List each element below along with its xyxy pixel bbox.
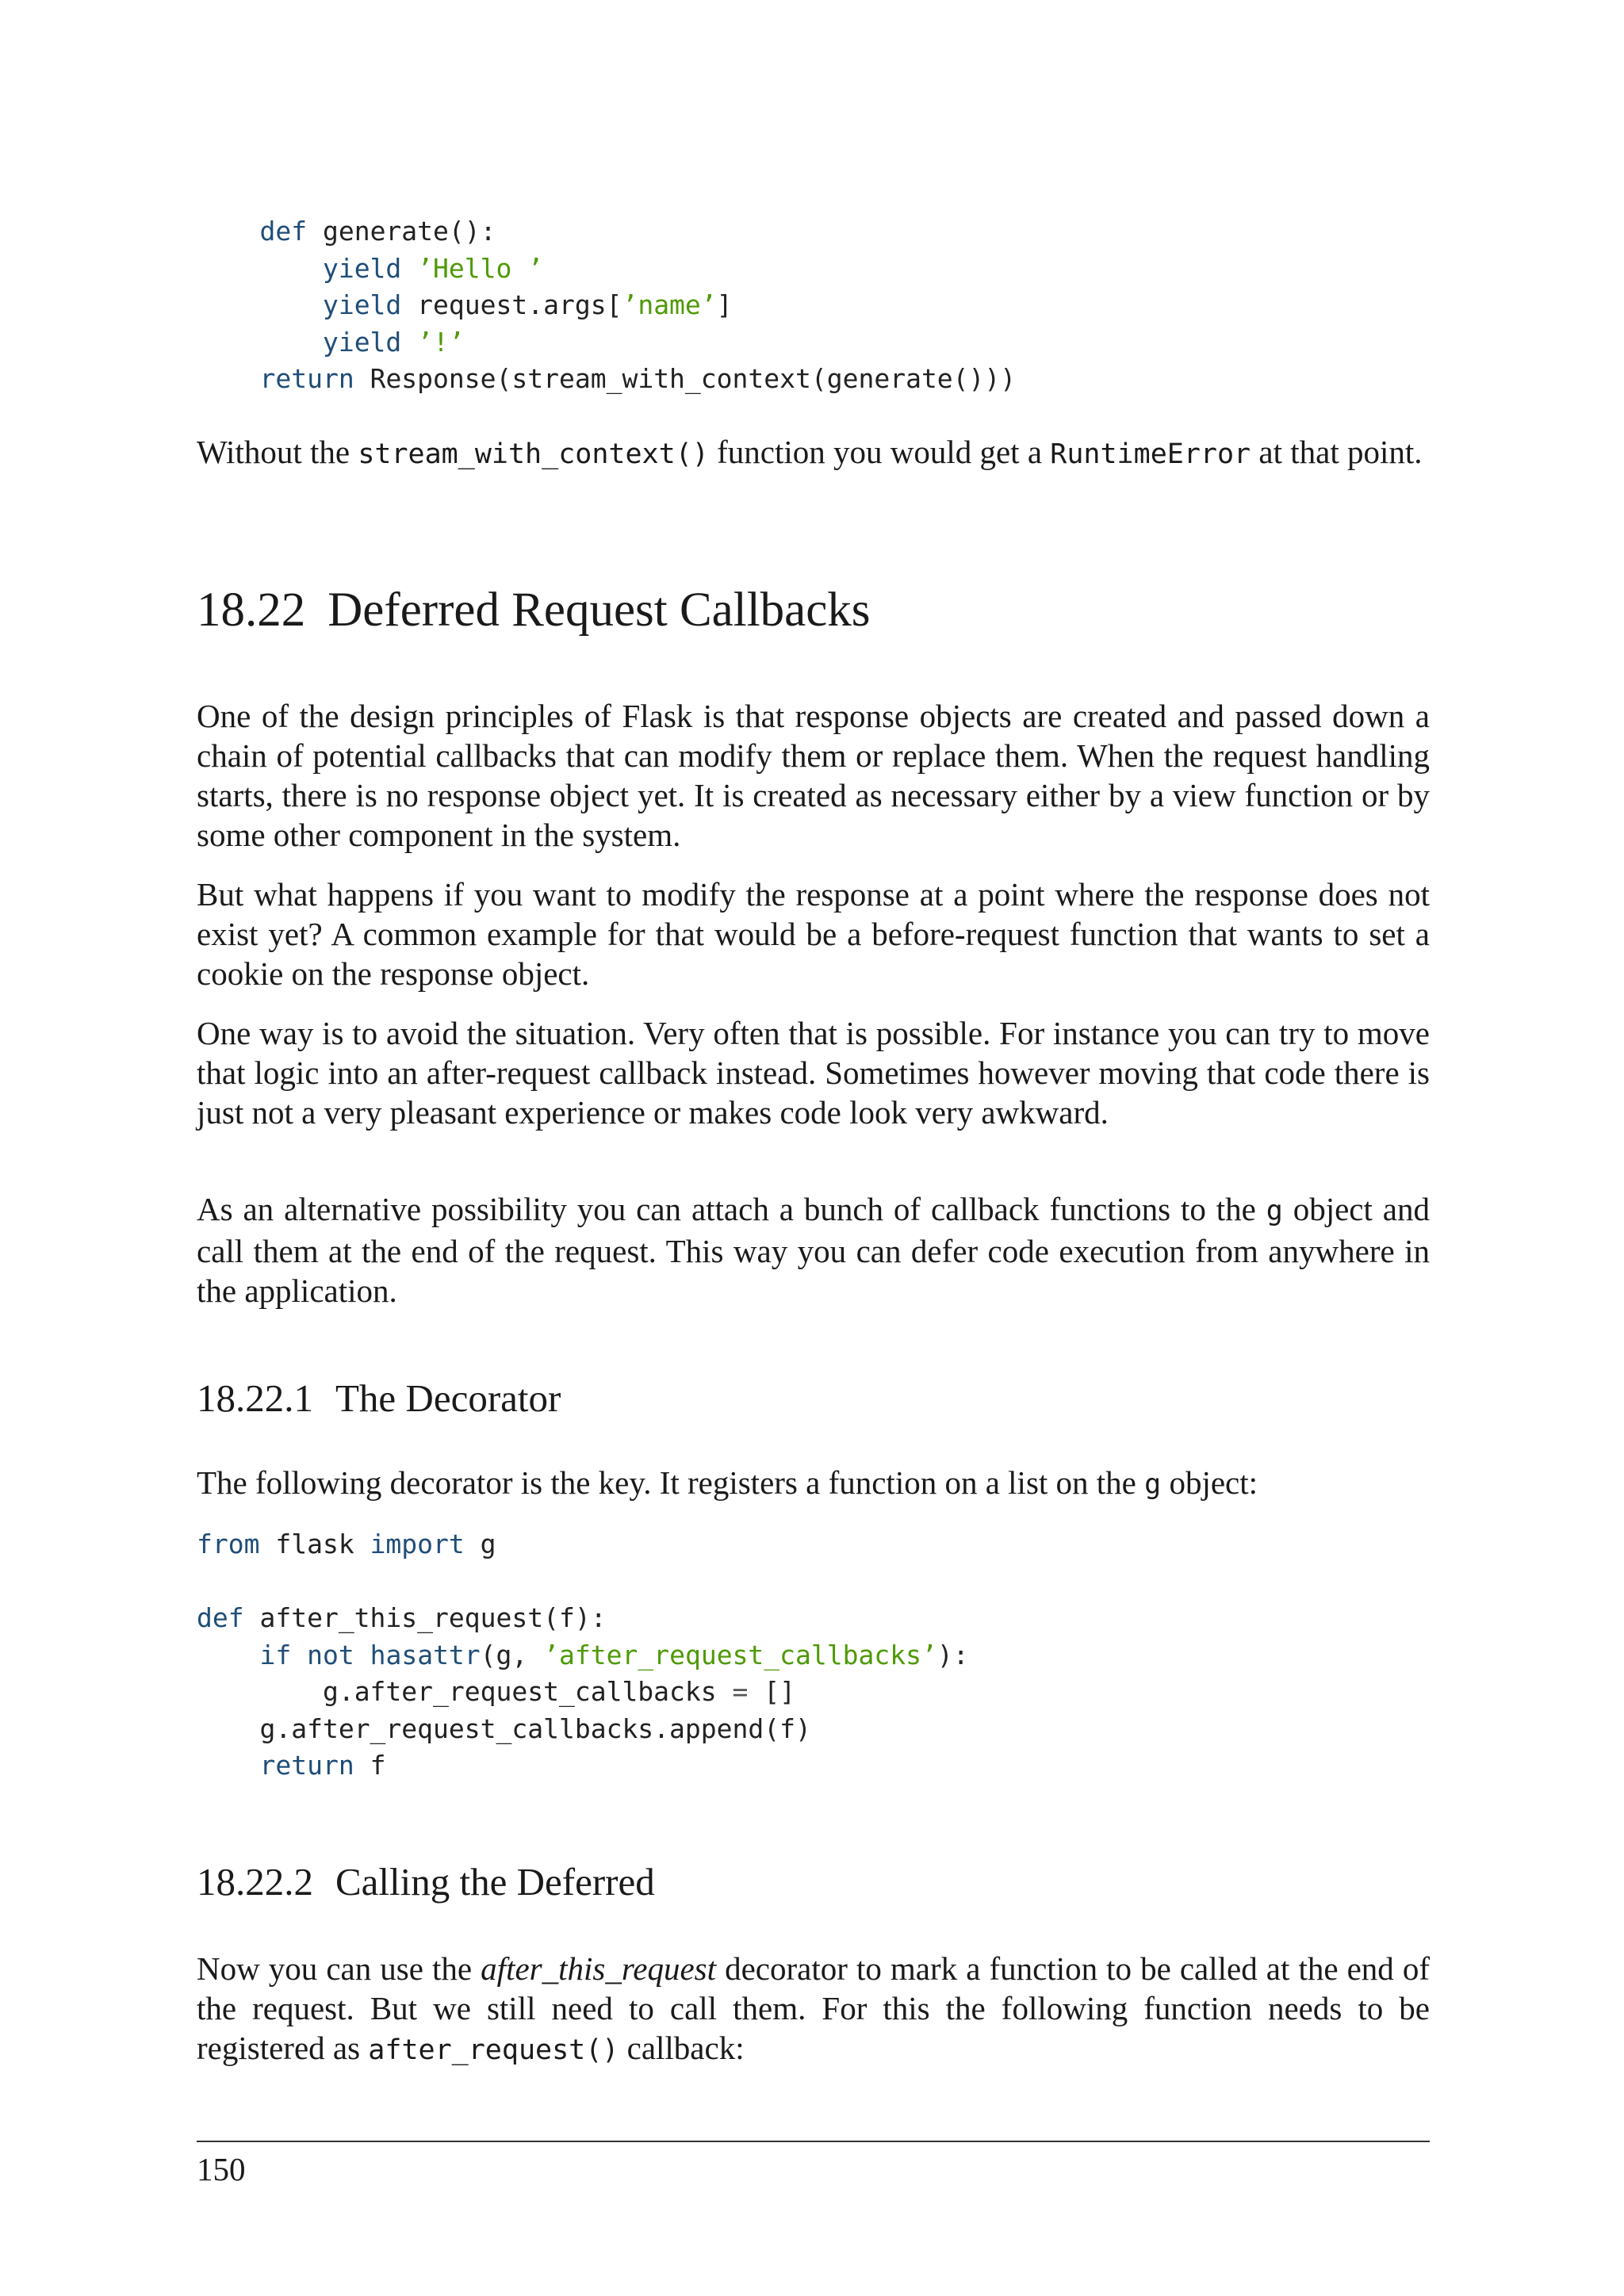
page-number: 150 — [197, 2151, 246, 2187]
code-keyword: def — [197, 1602, 244, 1633]
code-keyword: def — [259, 216, 308, 247]
code-keyword: import — [370, 1529, 465, 1559]
subsection-number: 18.22.2 — [197, 1860, 313, 1904]
inline-code: RuntimeError — [1050, 438, 1251, 470]
code-keyword: return — [259, 1750, 354, 1781]
code-listing — [197, 213, 1430, 398]
code-text: g — [464, 1529, 496, 1559]
code-text: g.after_request_callbacks.append(f) — [259, 1712, 811, 1744]
code-string: ’!’ — [417, 326, 465, 358]
code-line — [197, 1711, 1430, 1748]
code-keyword: return — [259, 363, 354, 394]
code-string: ’after_request_callbacks’ — [543, 1639, 937, 1670]
code-text: f — [354, 1750, 386, 1781]
code-line — [197, 324, 1430, 362]
paragraph-runtime-error — [197, 432, 1430, 474]
paragraph-design-principles — [197, 696, 1430, 855]
subsection-title: The Decorator — [335, 1376, 561, 1420]
subsection-heading — [197, 1859, 655, 1904]
code-text: flask — [259, 1529, 370, 1559]
inline-code: g — [1144, 1469, 1162, 1501]
code-text: after_this_request(f): — [243, 1602, 607, 1633]
code-line — [197, 213, 1430, 251]
body-paragraph: One way is to avoid the situation. Very often that is possible. For instance you can try to move that logic into an after-request callback instead. Sometimes however moving that code there is just not a very pleasant experience or makes code look very awkward. — [197, 1015, 1430, 1131]
code-line — [197, 1747, 1430, 1785]
inline-code: stream_with_context() — [358, 438, 709, 470]
code-text: Response(stream_with_context(generate())) — [354, 363, 1017, 394]
inline-code: g — [1266, 1196, 1283, 1227]
code-block-generate — [197, 213, 1430, 398]
paragraph-calling-deferred — [197, 1949, 1430, 2070]
inline-code: after_request() — [368, 2034, 619, 2066]
subsection-number: 18.22.1 — [197, 1376, 313, 1420]
code-line — [197, 251, 1430, 288]
subsection-heading — [197, 1376, 561, 1421]
code-keyword: from — [197, 1529, 260, 1559]
body-paragraph: As an alternative possibility you can attach a bunch of callback functions to the g object and call them at the end of the request. This way you can defer code execution from anywhere in the application. — [197, 1191, 1430, 1309]
code-keyword: yield — [322, 252, 402, 284]
emphasis-text: after_this_request — [481, 1950, 717, 1987]
body-paragraph: But what happens if you want to modify the response at a point where the response does not exist yet? A common example for that would be a before-request function that wants to set a cookie on the response object. — [197, 876, 1430, 992]
section-number: 18.22 — [197, 584, 306, 637]
code-keyword: not — [307, 1639, 354, 1670]
body-paragraph: The following decorator is the key. It registers a function on a list on the g object: — [197, 1464, 1258, 1501]
code-string: ’name’ — [622, 289, 717, 320]
code-keyword: yield — [322, 326, 402, 358]
body-paragraph: Without the stream_with_context() function you would get a RuntimeError at that point. — [197, 434, 1423, 470]
section-heading — [197, 583, 871, 638]
code-line — [197, 1600, 1430, 1637]
document-page — [197, 0, 1430, 2296]
code-builtin: hasattr — [370, 1639, 481, 1670]
code-line — [197, 287, 1430, 324]
code-keyword: yield — [322, 289, 402, 320]
code-text: generate(): — [307, 216, 496, 247]
paragraph-alternative — [197, 1189, 1430, 1311]
section-title: Deferred Request Callbacks — [327, 584, 871, 637]
code-operator: = — [732, 1676, 749, 1707]
code-text: [] — [748, 1676, 795, 1707]
code-listing — [197, 1526, 1430, 1785]
code-keyword: if — [259, 1639, 292, 1670]
paragraph-avoid-situation — [197, 1013, 1430, 1132]
code-text: g.after_request_callbacks — [322, 1676, 733, 1707]
code-text: (g, — [480, 1639, 544, 1670]
code-line-blank — [197, 1563, 1430, 1601]
body-paragraph: One of the design principles of Flask is that response objects are created and passed down a chain of potential callbacks that can modify them or replace them. When the request handling starts, there is no response object yet. It is created as necessary either by a view function or by some other component in the system. — [197, 698, 1430, 853]
code-line — [197, 1526, 1430, 1563]
paragraph-decorator-intro — [197, 1463, 1430, 1505]
code-block-decorator — [197, 1526, 1430, 1785]
code-text: ] — [716, 289, 733, 320]
code-line — [197, 361, 1430, 398]
body-paragraph: Now you can use the after_this_request decorator to mark a function to be called at the end of the request. But we still need to call them. For this the following function needs to be registered as after_request() callback: — [197, 1950, 1431, 2066]
code-string: ’Hello ’ — [417, 252, 544, 284]
code-line — [197, 1674, 1430, 1711]
subsection-title: Calling the Deferred — [335, 1860, 655, 1904]
code-line — [197, 1637, 1430, 1674]
footer-rule — [197, 2141, 1430, 2142]
code-text: ): — [936, 1639, 969, 1670]
code-text: request.args[ — [401, 289, 622, 320]
paragraph-modify-response — [197, 874, 1430, 993]
